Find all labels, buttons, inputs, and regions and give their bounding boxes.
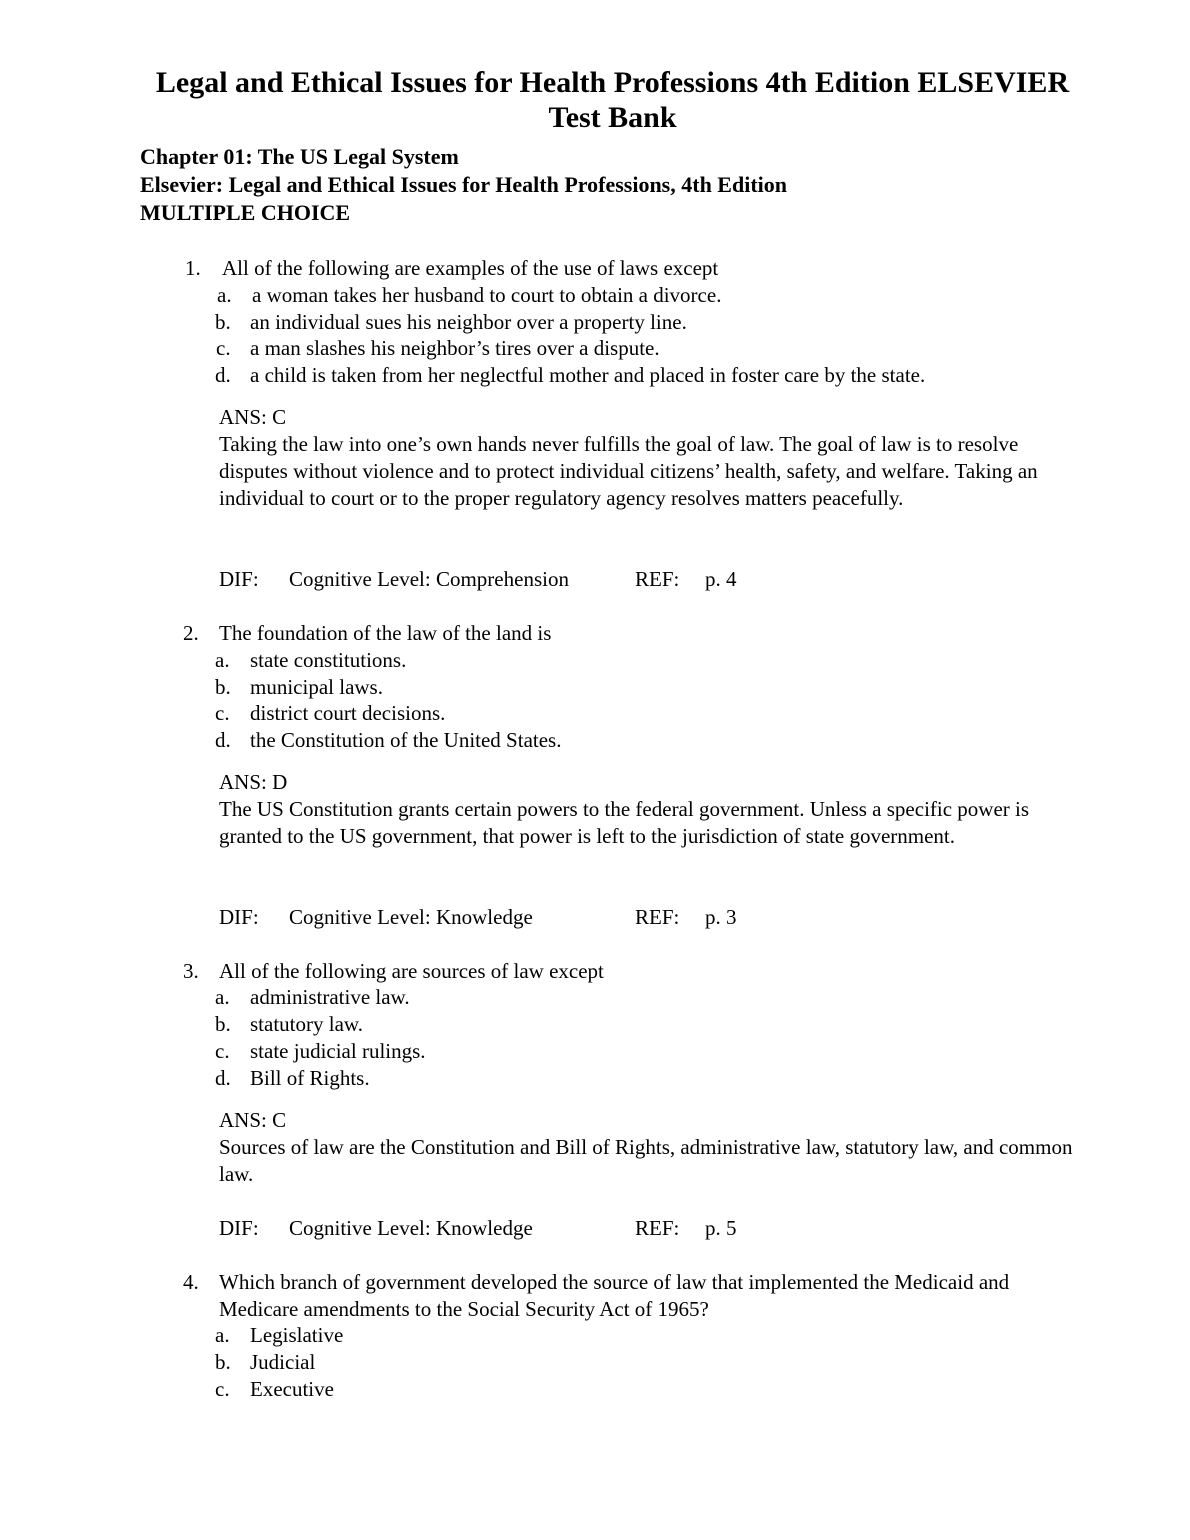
option-text: statutory law. [250,1012,363,1036]
reference-label: REF: [635,905,680,929]
option-text: the Constitution of the United States. [250,728,562,752]
option-text: an individual sues his neighbor over a property line. [250,310,687,334]
option-letter: b. [215,1012,231,1036]
option-text: a man slashes his neighbor’s tires over a dispute. [250,336,660,360]
answer-rationale: Sources of law are the Constitution and Bill of Rights, administrative law, statutory law, and common law. [219,1135,1073,1186]
answer-key: ANS: C [219,1108,287,1132]
option-text: Judicial [250,1350,316,1374]
chapter-heading: Chapter 01: The US Legal System [140,144,459,169]
reference-label: REF: [635,567,680,591]
option-letter: a. [215,648,230,672]
option-letter: c. [216,336,231,360]
option-text: municipal laws. [250,675,383,699]
option-letter: b. [215,310,231,334]
question-text: The foundation of the law of the land is [219,621,552,645]
difficulty-value: Cognitive Level: Knowledge [289,905,533,929]
difficulty-label: DIF: [219,567,259,591]
option-letter: b. [215,675,231,699]
option-letter: d. [215,363,231,387]
option-letter: c. [215,1039,230,1063]
option-text: Executive [250,1377,334,1401]
option-text: administrative law. [250,985,410,1009]
question-number: 2. [183,621,199,645]
option-letter: b. [215,1350,231,1374]
option-letter: c. [215,1377,230,1401]
answer-key: ANS: D [219,770,288,794]
option-letter: a. [215,985,230,1009]
difficulty-value: Cognitive Level: Comprehension [289,567,569,591]
book-heading: Elsevier: Legal and Ethical Issues for Health Professions, 4th Edition [140,172,788,197]
document-title-line1: Legal and Ethical Issues for Health Professions 4th Edition ELSEVIER [155,66,1070,99]
difficulty-label: DIF: [219,905,259,929]
reference-value: p. 3 [705,905,737,929]
section-heading: MULTIPLE CHOICE [140,200,351,225]
option-letter: d. [215,728,231,752]
question-number: 1. [185,256,201,280]
option-text: district court decisions. [250,701,446,725]
option-text: Legislative [250,1323,344,1347]
difficulty-label: DIF: [219,1216,259,1240]
reference-value: p. 4 [705,567,737,591]
option-text: Bill of Rights. [250,1066,370,1090]
answer-rationale: Taking the law into one’s own hands never fulfills the goal of law. The goal of law is to resolve disputes without violence and to protect individual citizens’ health, safety, and welfare. Taking an individual to court or to the proper regulatory agency resolves matters peacefully. [219,432,1038,510]
question-text: All of the following are sources of law except [219,959,604,983]
option-text: a child is taken from her neglectful mother and placed in foster care by the state. [250,363,926,387]
question-text: All of the following are examples of the use of laws except [222,256,719,280]
option-letter: c. [215,701,230,725]
option-text: a woman takes her husband to court to obtain a divorce. [252,283,722,307]
option-text: state constitutions. [250,648,407,672]
difficulty-value: Cognitive Level: Knowledge [289,1216,533,1240]
option-letter: a. [215,1323,230,1347]
question-number: 4. [183,1270,199,1294]
question-text: Which branch of government developed the source of law that implemented the Medicaid and Medicare amendments to the Social Security Act of 1965? [219,1270,1010,1321]
question-number: 3. [183,959,199,983]
reference-value: p. 5 [705,1216,737,1240]
option-letter: a. [217,283,232,307]
option-text: state judicial rulings. [250,1039,426,1063]
answer-key: ANS: C [219,405,287,429]
answer-rationale: The US Constitution grants certain powers to the federal government. Unless a specific power is granted to the US government, that power is left to the jurisdiction of state government. [219,797,1030,848]
reference-label: REF: [635,1216,680,1240]
document-title-line2: Test Bank [548,101,677,134]
option-letter: d. [215,1066,231,1090]
